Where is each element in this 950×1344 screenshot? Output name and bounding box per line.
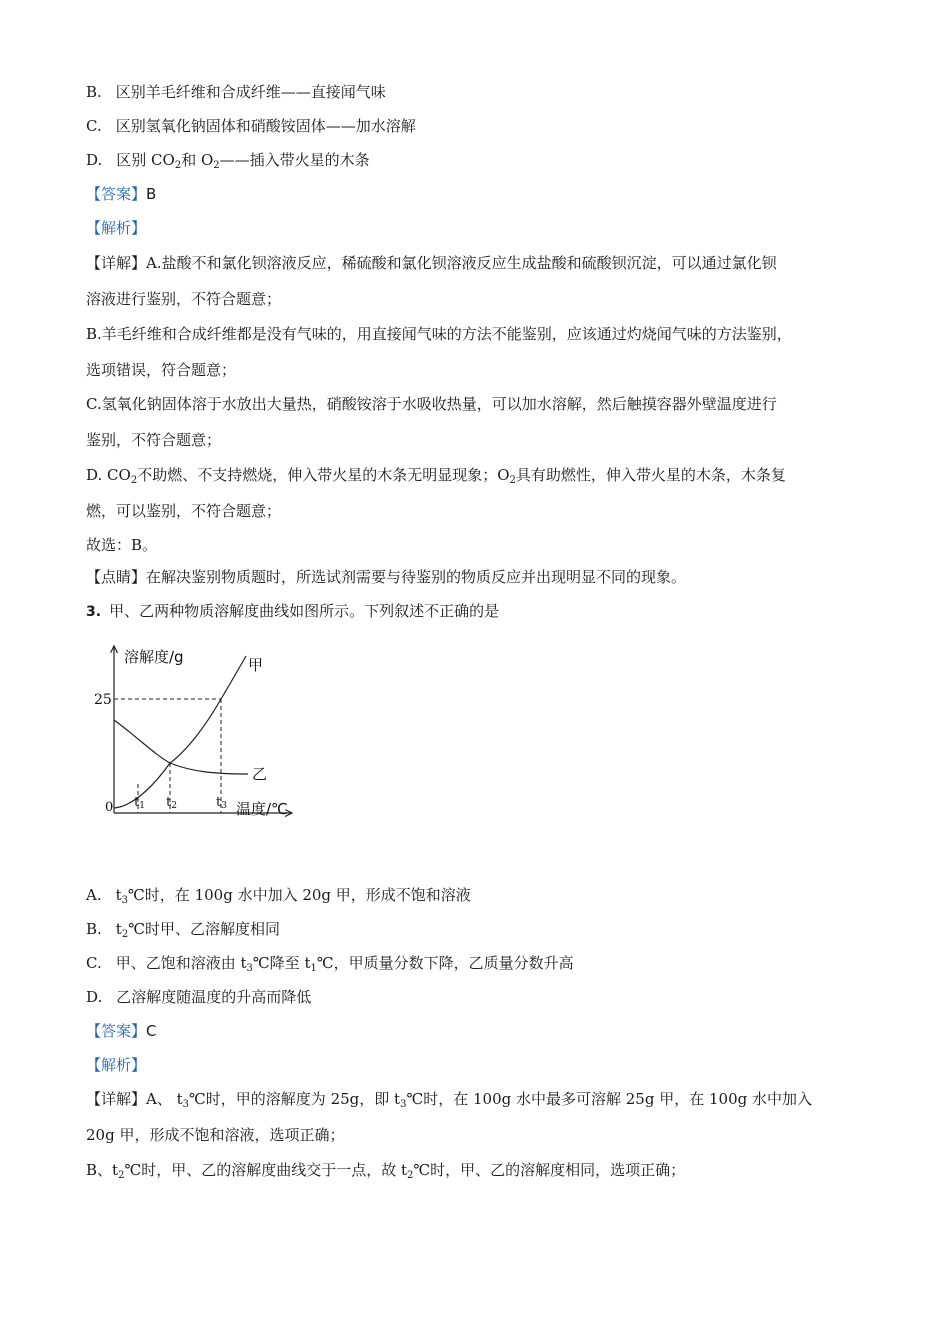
x-axis-label: 温度/℃	[236, 800, 288, 818]
detail-text-mid: ℃时，甲的溶解度为 25g，即 t	[189, 1090, 401, 1108]
answer-value: B	[146, 185, 157, 203]
q3-analysis-tag: 【解析】	[86, 1056, 147, 1074]
q3-detail-line	[86, 1089, 812, 1109]
q3-answer	[86, 1021, 157, 1041]
solubility-chart	[96, 640, 306, 830]
option-t: t	[115, 886, 122, 904]
q3-option-d	[86, 987, 311, 1007]
detail-text-mid: 不助燃、不支持燃烧，伸入带火星的木条无明显现象；O	[137, 466, 510, 484]
x-tick-sub: 2	[171, 801, 177, 811]
x-tick-t: t	[216, 795, 222, 810]
option-text-mid: ℃降至 t	[252, 954, 311, 972]
detail-text-post: 具有助燃性，伸入带火星的木条，木条复	[515, 466, 786, 484]
q2-answer	[86, 184, 156, 204]
q3-stem	[86, 601, 499, 622]
option-text-pre: 区别 CO	[116, 151, 175, 169]
option-text-mid: 和 O	[181, 151, 214, 169]
detail-text-pre: 【详解】A、 t	[86, 1090, 183, 1108]
option-letter: D.	[86, 988, 103, 1006]
subscript: 3	[121, 895, 129, 906]
q2-detail-line: 燃，可以鉴别，不符合题意；	[86, 502, 282, 520]
subscript: 2	[509, 475, 516, 486]
option-text: 区别氢氧化钠固体和硝酸铵固体——加水溶解	[115, 117, 416, 135]
x-tick-sub: 1	[139, 801, 145, 811]
detail-text-post: ℃时，在 100g 水中最多可溶解 25g 甲，在 100g 水中加入	[406, 1090, 812, 1108]
option-text: 乙溶解度随温度的升高而降低	[116, 988, 312, 1006]
q2-detail-line	[86, 465, 786, 485]
question-text: 甲、乙两种物质溶解度曲线如图所示。下列叙述不正确的是	[109, 602, 500, 620]
x-tick-label	[166, 795, 177, 811]
subscript: 3	[246, 963, 253, 974]
subscript: 2	[130, 475, 138, 486]
option-letter: A.	[86, 886, 102, 904]
answer-tag: 【答案】	[86, 1022, 147, 1040]
q3-option-b	[86, 919, 280, 939]
x-tick-label	[134, 795, 145, 811]
option-text: 区别羊毛纤维和合成纤维——直接闻气味	[115, 83, 386, 101]
subscript: 2	[407, 1170, 414, 1181]
series-yi-label: 乙	[252, 765, 268, 783]
q2-option-d	[86, 150, 370, 170]
answer-value: C	[146, 1022, 157, 1040]
series-jia-curve	[114, 656, 246, 808]
q2-detail-line: 鉴别，不符合题意；	[86, 431, 222, 449]
y-tick-label: 25	[94, 692, 112, 708]
option-letter: C.	[86, 117, 102, 135]
question-number: 3.	[86, 604, 102, 620]
option-text: ℃时，在 100g 水中加入 20g 甲，形成不饱和溶液	[128, 886, 471, 904]
subscript: 2	[213, 160, 220, 171]
subscript: 1	[310, 963, 317, 974]
option-letter: B.	[86, 83, 102, 101]
x-tick-label	[216, 795, 227, 811]
option-letter: C.	[86, 954, 102, 972]
detail-text-pre: B、t	[86, 1161, 119, 1179]
option-text: ℃时甲、乙溶解度相同	[128, 920, 280, 938]
q2-option-b	[86, 82, 386, 102]
detail-text-mid: ℃时，甲、乙的溶解度曲线交于一点，故 t	[124, 1161, 408, 1179]
series-jia-label: 甲	[248, 656, 264, 674]
option-text-pre: 甲、乙饱和溶液由 t	[115, 954, 247, 972]
q2-option-c	[86, 116, 416, 136]
subscript: 2	[174, 160, 182, 171]
option-text-post: ℃，甲质量分数下降，乙质量分数升高	[316, 954, 574, 972]
q2-analysis-tag: 【解析】	[86, 219, 147, 237]
q2-choice: 故选：B。	[86, 536, 158, 554]
origin-label: 0	[105, 800, 114, 815]
subscript: 2	[121, 929, 129, 940]
option-letter: D.	[86, 151, 103, 169]
option-t: t	[115, 920, 122, 938]
subscript: 3	[182, 1099, 190, 1110]
q2-detail-line: C.氢氧化钠固体溶于水放出大量热，硝酸铵溶于水吸收热量，可以加水溶解，然后触摸容器外壁温度进行	[86, 395, 777, 413]
answer-tag: 【答案】	[86, 185, 147, 203]
y-axis-label: 溶解度/g	[124, 648, 184, 666]
q2-detail-line: 【详解】A.盐酸不和氯化钡溶液反应，稀硫酸和氯化钡溶液反应生成盐酸和硫酸钡沉淀，可以通过氯化钡	[86, 254, 777, 272]
q2-detail-line: 溶液进行鉴别，不符合题意；	[86, 290, 282, 308]
subscript: 3	[400, 1099, 407, 1110]
detail-text-pre: D. CO	[86, 466, 131, 484]
q3-detail-line: 20g 甲，形成不饱和溶液，选项正确；	[86, 1126, 345, 1144]
option-letter: B.	[86, 920, 102, 938]
q2-detail-line: B.羊毛纤维和合成纤维都是没有气味的，用直接闻气味的方法不能鉴别，应该通过灼烧闻气味的方法鉴别，	[86, 325, 792, 343]
series-yi-curve	[114, 720, 248, 774]
q3-detail-line	[86, 1160, 685, 1180]
x-tick-t: t	[166, 795, 172, 810]
detail-text-post: ℃时，甲、乙的溶解度相同，选项正确；	[413, 1161, 686, 1179]
q2-detail-line: 选项错误，符合题意；	[86, 361, 237, 379]
q3-option-a	[86, 885, 471, 905]
subscript: 2	[118, 1170, 125, 1181]
q2-tip: 【点睛】在解决鉴别物质题时，所选试剂需要与待鉴别的物质反应并出现明显不同的现象。	[86, 568, 687, 586]
x-tick-sub: 3	[221, 801, 227, 811]
q3-option-c	[86, 953, 574, 973]
x-tick-t: t	[134, 795, 140, 810]
option-text-post: ——插入带火星的木条	[219, 151, 370, 169]
